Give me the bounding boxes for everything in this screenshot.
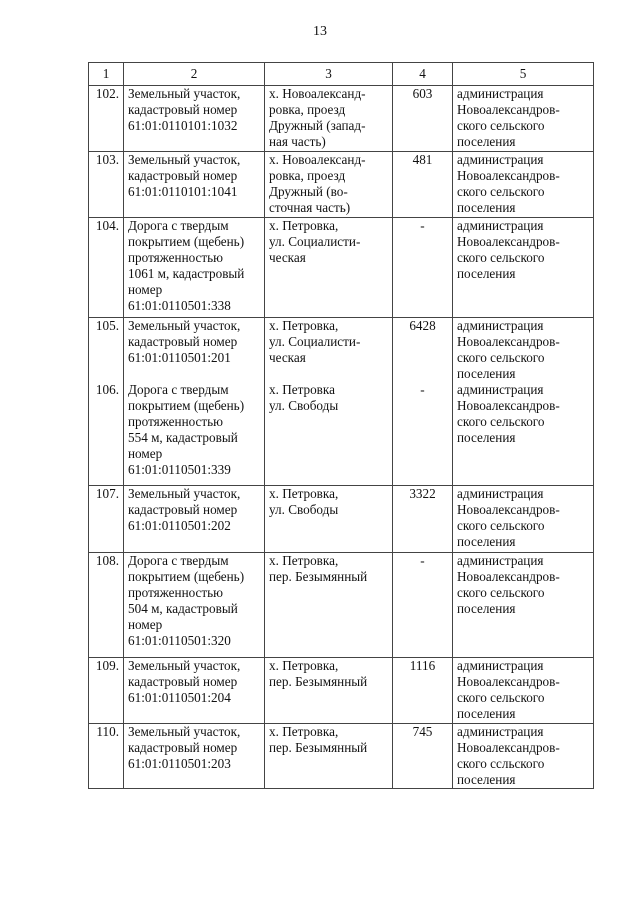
area-value: 6428 <box>409 318 436 333</box>
address-line: Дружный (запад- <box>269 118 366 133</box>
address-line: х. Новоалександ- <box>269 86 366 101</box>
object-cell <box>124 486 265 553</box>
area-value: 481 <box>412 152 433 167</box>
area-value: - <box>420 553 425 568</box>
table-row <box>89 724 594 789</box>
address-cell <box>265 553 393 658</box>
table-row <box>89 152 594 218</box>
owner-cell <box>453 382 594 486</box>
owner-line: администрация <box>457 658 544 673</box>
owner-line: ского сельского <box>457 250 545 265</box>
address-line: ул. Свободы <box>269 502 339 517</box>
object-cell <box>124 724 265 789</box>
address-line: х. Петровка, <box>269 553 339 568</box>
address-line: ровка, проезд <box>269 102 346 117</box>
row-number: 103. <box>95 152 119 167</box>
area-cell <box>393 724 453 789</box>
object-line: кадастровый номер <box>128 740 238 755</box>
header-cell: 1 <box>89 63 124 86</box>
row-number: 105. <box>95 318 119 333</box>
row-number: 107. <box>95 486 119 501</box>
address-line: х. Петровка, <box>269 318 339 333</box>
address-cell <box>265 86 393 152</box>
owner-line: поселения <box>457 772 516 787</box>
object-line: номер <box>128 282 163 297</box>
area-value: - <box>420 382 425 397</box>
owner-line: Новоалександров- <box>457 740 560 755</box>
object-line: покрытием (щебень) <box>128 569 245 584</box>
owner-line: Новоалександров- <box>457 674 560 689</box>
object-line: номер <box>128 446 163 461</box>
area-value: 745 <box>412 724 433 739</box>
area-cell <box>393 553 453 658</box>
object-cell <box>124 152 265 218</box>
area-cell <box>393 218 453 318</box>
address-cell <box>265 152 393 218</box>
owner-line: ского сельского <box>457 690 545 705</box>
owner-line: Новоалександров- <box>457 334 560 349</box>
owner-line: Новоалександров- <box>457 502 560 517</box>
address-cell <box>265 658 393 724</box>
owner-cell <box>453 724 594 789</box>
row-number: 108. <box>95 553 119 568</box>
address-line: пер. Безымянный <box>269 740 368 755</box>
address-line: х. Петровка, <box>269 218 339 233</box>
object-line: 61:01:0110501:338 <box>128 298 231 313</box>
row-number-cell <box>89 658 124 724</box>
owner-line: администрация <box>457 152 544 167</box>
row-number-cell <box>89 218 124 318</box>
address-cell <box>265 218 393 318</box>
object-line: номер <box>128 617 163 632</box>
object-cell <box>124 218 265 318</box>
owner-line: ского сельского <box>457 585 545 600</box>
object-line: кадастровый номер <box>128 502 238 517</box>
owner-cell <box>453 318 594 383</box>
row-number: 102. <box>95 86 119 101</box>
row-number: 109. <box>95 658 119 673</box>
header-cell: 5 <box>453 63 594 86</box>
area-value: 603 <box>412 86 433 101</box>
address-line: ул. Социалисти- <box>269 234 361 249</box>
address-line: х. Петровка, <box>269 658 339 673</box>
row-number-cell <box>89 318 124 383</box>
object-line: Земельный участок, <box>128 318 241 333</box>
object-line: 61:01:0110501:204 <box>128 690 231 705</box>
object-line: Дорога с твердым <box>128 218 229 233</box>
area-cell <box>393 86 453 152</box>
address-line: сточная часть) <box>269 200 351 215</box>
object-cell <box>124 382 265 486</box>
object-line: 61:01:0110501:339 <box>128 462 231 477</box>
owner-line: ского сельского <box>457 184 545 199</box>
owner-line: поселения <box>457 366 516 381</box>
owner-line: администрация <box>457 486 544 501</box>
row-number-cell <box>89 152 124 218</box>
owner-cell <box>453 152 594 218</box>
header-cell: 2 <box>124 63 265 86</box>
address-line: пер. Безымянный <box>269 569 368 584</box>
address-cell <box>265 318 393 383</box>
owner-line: ского сельского <box>457 518 545 533</box>
owner-line: поселения <box>457 200 516 215</box>
object-line: Земельный участок, <box>128 152 241 167</box>
area-value: - <box>420 218 425 233</box>
table-row <box>89 218 594 318</box>
object-line: 61:01:0110501:203 <box>128 756 231 771</box>
owner-line: администрация <box>457 553 544 568</box>
address-line: ровка, проезд <box>269 168 346 183</box>
table-header-row <box>89 63 594 86</box>
area-cell <box>393 658 453 724</box>
address-line: х. Петровка <box>269 382 335 397</box>
object-line: 1061 м, кадастровый <box>128 266 245 281</box>
object-line: Дорога с твердым <box>128 382 229 397</box>
address-cell <box>265 724 393 789</box>
address-cell <box>265 486 393 553</box>
owner-cell <box>453 86 594 152</box>
area-cell <box>393 486 453 553</box>
object-line: кадастровый номер <box>128 168 238 183</box>
object-line: протяженностью <box>128 585 224 600</box>
object-line: кадастровый номер <box>128 102 238 117</box>
area-cell <box>393 152 453 218</box>
object-line: Земельный участок, <box>128 658 241 673</box>
object-cell <box>124 658 265 724</box>
address-line: ческая <box>269 250 306 265</box>
address-line: ул. Свободы <box>269 398 339 413</box>
area-value: 1116 <box>409 658 436 673</box>
owner-line: поселения <box>457 534 516 549</box>
owner-line: Новоалександров- <box>457 102 560 117</box>
object-line: 61:01:0110501:201 <box>128 350 231 365</box>
owner-line: поселения <box>457 430 516 445</box>
object-line: 504 м, кадастровый <box>128 601 238 616</box>
owner-cell <box>453 486 594 553</box>
row-number-cell <box>89 724 124 789</box>
address-line: х. Новоалександ- <box>269 152 366 167</box>
owner-line: поселения <box>457 134 516 149</box>
object-line: покрытием (щебень) <box>128 234 245 249</box>
owner-line: ского сельского <box>457 118 545 133</box>
object-line: 61:01:0110101:1041 <box>128 184 238 199</box>
row-number-cell <box>89 486 124 553</box>
owner-line: администрация <box>457 318 544 333</box>
owner-line: поселения <box>457 266 516 281</box>
table-row <box>89 486 594 553</box>
object-line: кадастровый номер <box>128 334 238 349</box>
row-number-cell <box>89 86 124 152</box>
table-row <box>89 553 594 658</box>
address-line: ная часть) <box>269 134 326 149</box>
object-line: кадастровый номер <box>128 674 238 689</box>
area-cell <box>393 382 453 486</box>
object-line: протяженностью <box>128 414 224 429</box>
row-number: 110. <box>96 724 119 739</box>
area-value: 3322 <box>409 486 436 501</box>
address-line: Дружный (во- <box>269 184 348 199</box>
owner-line: ского сельского <box>457 350 545 365</box>
row-number: 106. <box>95 382 119 397</box>
address-line: х. Петровка, <box>269 486 339 501</box>
object-cell <box>124 86 265 152</box>
owner-cell <box>453 658 594 724</box>
object-cell <box>124 318 265 383</box>
owner-line: ского ссльского <box>457 756 545 771</box>
object-cell <box>124 553 265 658</box>
object-line: 554 м, кадастровый <box>128 430 238 445</box>
page-number: 13 <box>313 24 327 39</box>
owner-cell <box>453 218 594 318</box>
row-number-cell <box>89 382 124 486</box>
owner-line: Новоалександров- <box>457 398 560 413</box>
table-row <box>89 318 594 383</box>
property-registry-table <box>88 62 594 789</box>
address-line: пер. Безымянный <box>269 674 368 689</box>
table-row <box>89 86 594 152</box>
owner-line: Новоалександров- <box>457 168 560 183</box>
object-line: протяженностью <box>128 250 224 265</box>
object-line: 61:01:0110101:1032 <box>128 118 238 133</box>
owner-line: Новоалександров- <box>457 569 560 584</box>
area-cell <box>393 318 453 383</box>
header-cell: 3 <box>265 63 393 86</box>
row-number-cell <box>89 553 124 658</box>
object-line: Земельный участок, <box>128 86 241 101</box>
table-body <box>89 86 594 789</box>
object-line: Дорога с твердым <box>128 553 229 568</box>
table-row <box>89 658 594 724</box>
address-line: ул. Социалисти- <box>269 334 361 349</box>
owner-line: администрация <box>457 86 544 101</box>
owner-line: Новоалександров- <box>457 234 560 249</box>
object-line: Земельный участок, <box>128 486 241 501</box>
address-line: ческая <box>269 350 306 365</box>
object-line: Земельный участок, <box>128 724 241 739</box>
owner-cell <box>453 553 594 658</box>
header-cell: 4 <box>393 63 453 86</box>
owner-line: администрация <box>457 724 544 739</box>
table-row <box>89 382 594 486</box>
address-line: х. Петровка, <box>269 724 339 739</box>
object-line: 61:01:0110501:202 <box>128 518 231 533</box>
owner-line: поселения <box>457 601 516 616</box>
owner-line: ского сельского <box>457 414 545 429</box>
owner-line: администрация <box>457 382 544 397</box>
object-line: 61:01:0110501:320 <box>128 633 231 648</box>
address-cell <box>265 382 393 486</box>
owner-line: поселения <box>457 706 516 721</box>
object-line: покрытием (щебень) <box>128 398 245 413</box>
owner-line: администрация <box>457 218 544 233</box>
row-number: 104. <box>95 218 119 233</box>
